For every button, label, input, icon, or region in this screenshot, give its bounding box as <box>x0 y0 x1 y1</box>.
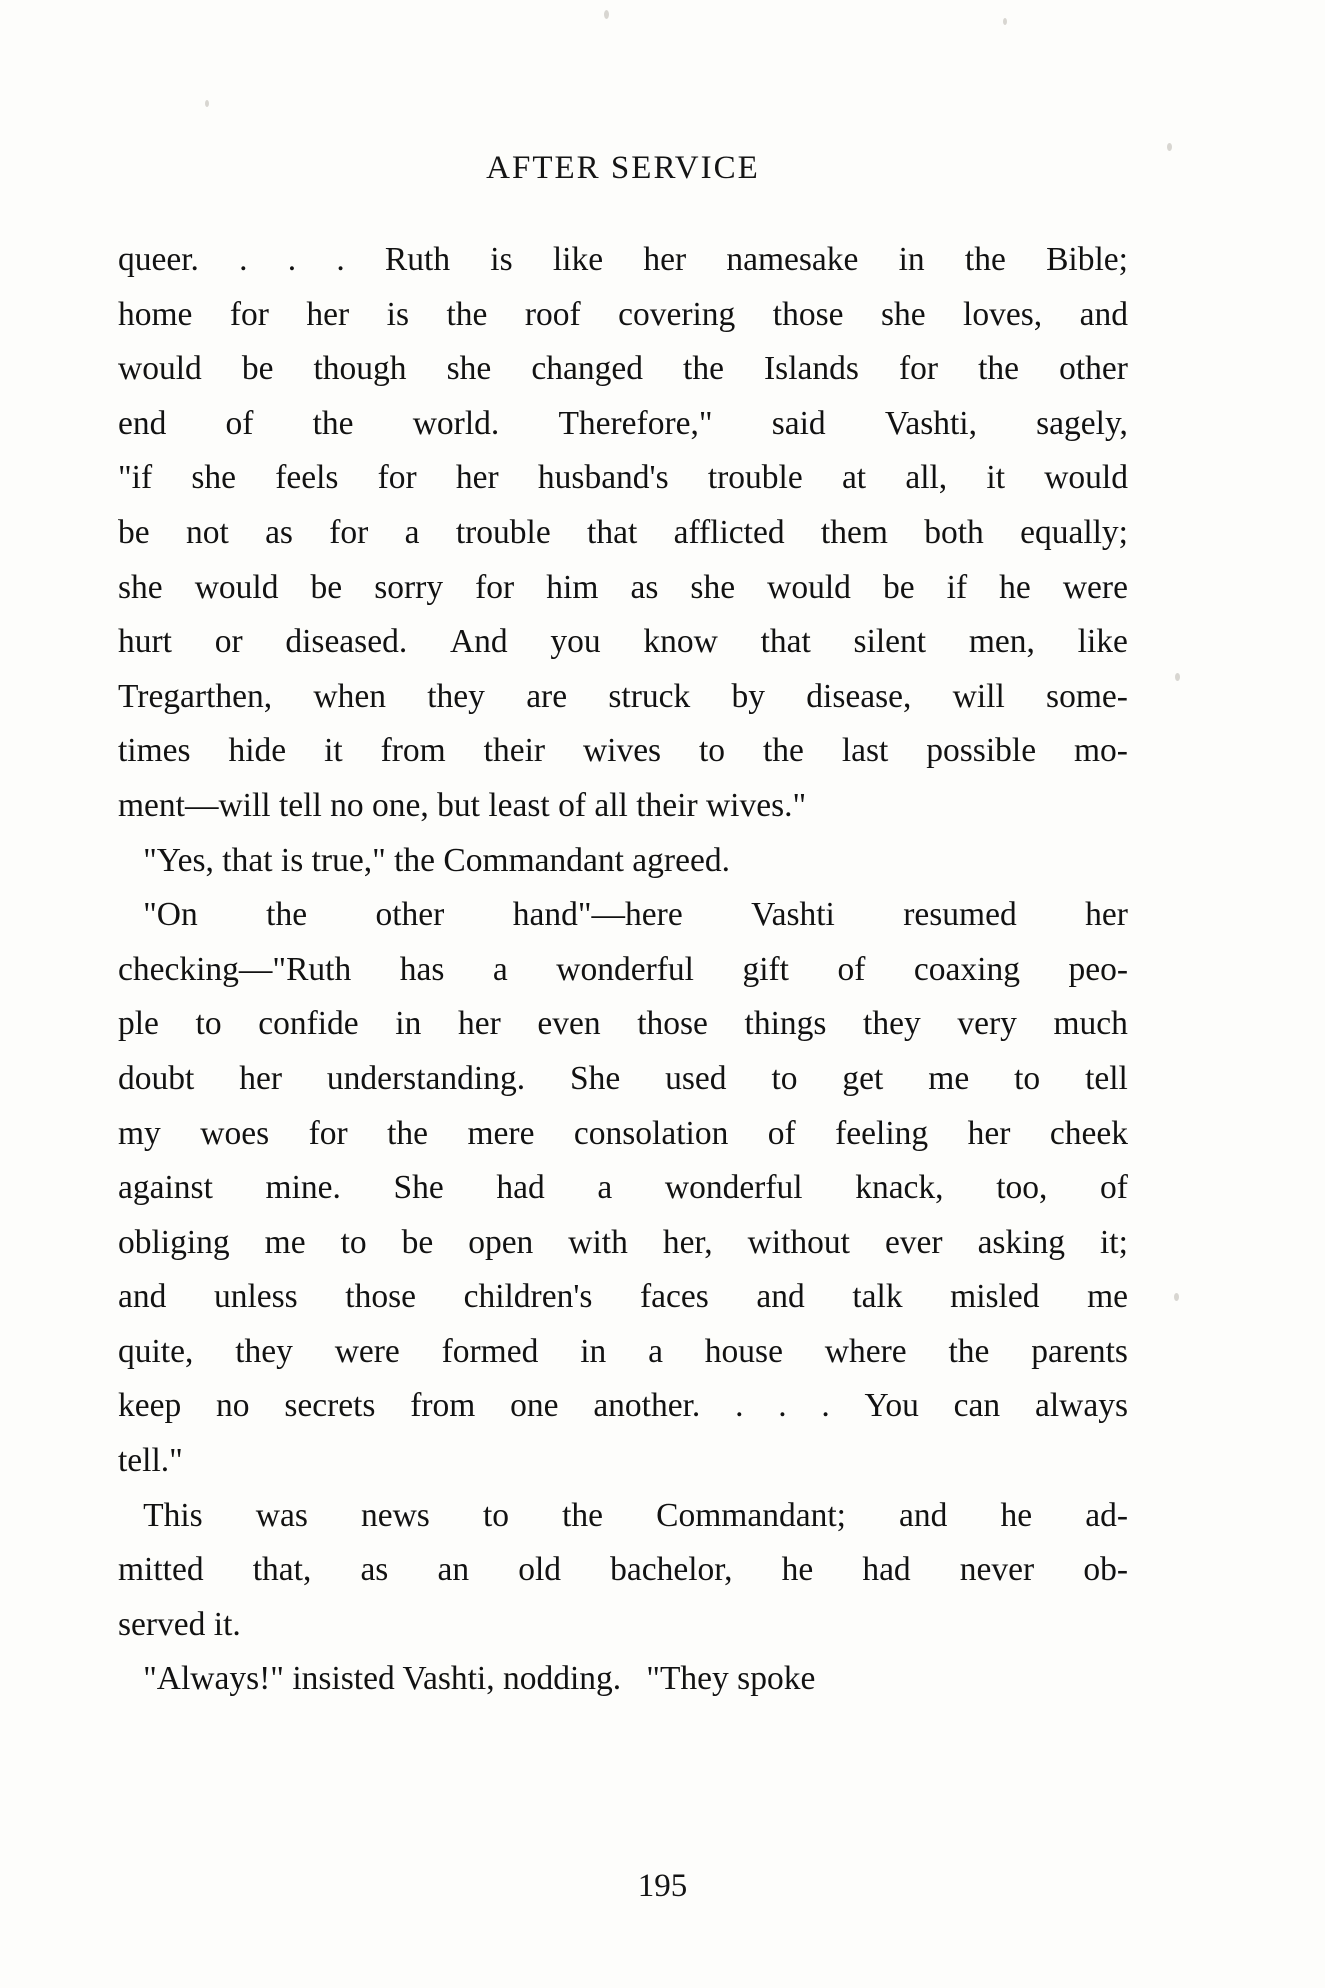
text-line: she would be sorry for him as she would be if he were <box>118 568 1128 606</box>
text-line: quite, they were formed in a house where the parents <box>118 1332 1128 1370</box>
text-line: This was news to the Commandant; and he ad- <box>118 1496 1128 1534</box>
text-line: keep no secrets from one another. . . . You can always <box>118 1387 1128 1425</box>
paper-speck <box>604 10 609 19</box>
page-content <box>118 150 1128 1707</box>
text-line: checking—"Ruth has a wonderful gift of coaxing peo- <box>118 950 1128 988</box>
paragraph <box>118 834 1128 889</box>
text-line: home for her is the roof covering those she loves, and <box>118 295 1128 333</box>
text-line: Tregarthen, when they are struck by disease, will some- <box>118 677 1128 715</box>
text-line: hurt or diseased. And you know that silent men, like <box>118 623 1128 661</box>
text-line: and unless those children's faces and talk misled me <box>118 1278 1128 1316</box>
body-text <box>118 233 1128 1707</box>
text-line: times hide it from their wives to the last possible mo- <box>118 732 1128 770</box>
paragraph <box>118 1489 1128 1653</box>
text-line: my woes for the mere consolation of feeling her cheek <box>118 1114 1128 1152</box>
text-line: obliging me to be open with her, without ever asking it; <box>118 1223 1128 1261</box>
paper-speck <box>1174 1293 1179 1301</box>
text-line: against mine. She had a wonderful knack, too, of <box>118 1169 1128 1207</box>
text-line: queer. . . . Ruth is like her namesake in the Bible; <box>118 241 1128 278</box>
paper-speck <box>1175 673 1180 681</box>
text-line: served it. <box>118 1605 241 1643</box>
paragraph <box>118 1652 1128 1707</box>
text-line: doubt her understanding. She used to get me to tell <box>118 1059 1128 1097</box>
text-line: "On the other hand"—here Vashti resumed her <box>118 896 1128 934</box>
text-line: "if she feels for her husband's trouble at all, it would <box>118 459 1128 497</box>
text-line: tell." <box>118 1442 183 1480</box>
text-line: end of the world. Therefore," said Vashti, sagely, <box>118 404 1128 442</box>
text-line: ment—will tell no one, but least of all their wives." <box>118 786 807 824</box>
running-head: AFTER SERVICE <box>486 150 760 186</box>
paper-speck <box>205 100 209 107</box>
text-line: "Always!" insisted Vashti, nodding. "They spoke <box>118 1660 816 1698</box>
paper-speck <box>1003 18 1007 25</box>
page-number: 195 <box>637 1868 688 1904</box>
text-line: ple to confide in her even those things they very much <box>118 1005 1128 1043</box>
paragraph <box>118 888 1128 1489</box>
text-line: "Yes, that is true," the Commandant agreed. <box>118 841 730 879</box>
text-line: be not as for a trouble that afflicted them both equally; <box>118 513 1128 551</box>
text-line: would be though she changed the Islands for the other <box>118 350 1128 388</box>
paragraph <box>118 233 1128 834</box>
text-line: mitted that, as an old bachelor, he had never ob- <box>118 1551 1128 1589</box>
paper-speck <box>1167 143 1172 151</box>
